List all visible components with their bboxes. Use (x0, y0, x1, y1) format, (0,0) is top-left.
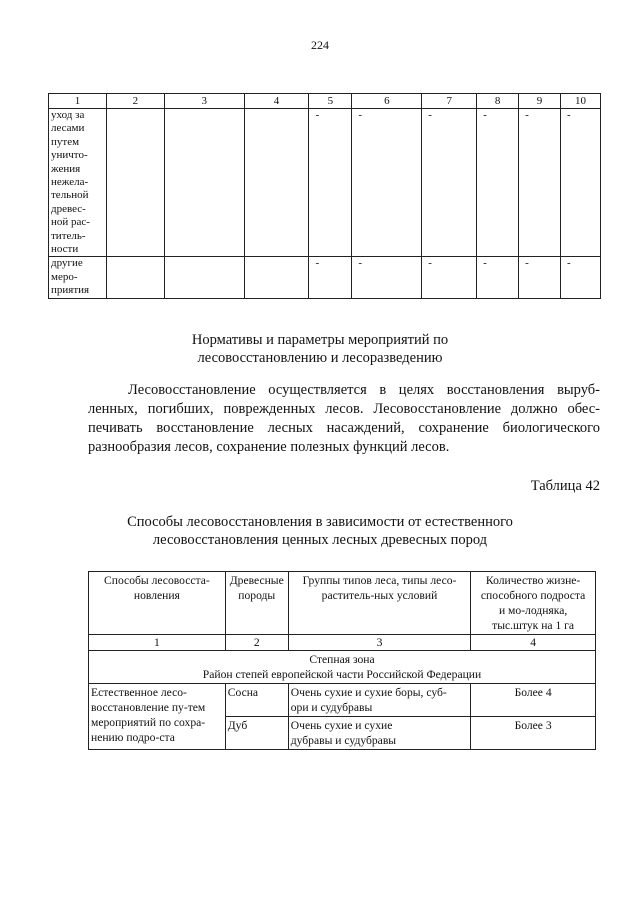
column-header: 4 (244, 94, 309, 109)
table-cell: - (352, 109, 422, 257)
table-cell (106, 109, 164, 257)
column-number: 2 (225, 635, 288, 651)
table-cell (244, 109, 309, 257)
quantity-cell: Более 3 (471, 717, 596, 750)
column-header: 6 (352, 94, 422, 109)
body-paragraph: Лесовосстановление осуществляется в целях восстановления выруб- ленных, погибших, поврежденных лесов. Лесовосстановление должно обес- печивать восстановление лесных насаждений, сохранение биологического разнообразия лесов, сохранение полезных функций лесов. (88, 382, 600, 455)
column-number: 4 (471, 635, 596, 651)
column-header: Количество жизне- способного подроста и мо-лодняка, тыс.штук на 1 га (471, 572, 596, 635)
table-cell: - (422, 257, 477, 298)
column-header: 5 (309, 94, 352, 109)
row-label-care: уход за лесами путем уничто- жения нежела- тельной древес- ной рас- титель- ности (49, 109, 107, 257)
table-row (49, 257, 601, 298)
table-cell: - (560, 257, 600, 298)
column-header: Способы лесовосста- новления (89, 572, 226, 635)
column-header: 8 (477, 94, 519, 109)
quantity-cell: Более 4 (471, 684, 596, 717)
column-header: 1 (49, 94, 107, 109)
row-label-other: другие меро- приятия (49, 257, 107, 298)
table-cell: - (422, 109, 477, 257)
zone-name: Степная зона (309, 653, 375, 666)
table-row (89, 684, 596, 717)
table-caption: Таблица 42 (530, 478, 600, 494)
method-cell: Естественное лесо- восстановление пу-тем мероприятий по сохра- нению подро-ста (89, 684, 226, 750)
column-header: Древесные породы (225, 572, 288, 635)
table-cell: - (352, 257, 422, 298)
column-header: 9 (519, 94, 561, 109)
column-header: 10 (560, 94, 600, 109)
table-cell: - (477, 257, 519, 298)
table-row (49, 109, 601, 257)
column-header: 3 (164, 94, 244, 109)
region-name: Район степей европейской части Российской Федерации (202, 668, 482, 681)
page-number: 224 (311, 38, 329, 52)
table-cell: - (560, 109, 600, 257)
section-heading: Нормативы и параметры мероприятий по лесовосстановлению и лесоразведению (191, 332, 449, 366)
activities-table (48, 93, 601, 299)
table-cell: - (477, 109, 519, 257)
table-cell: - (309, 257, 352, 298)
table-cell (164, 109, 244, 257)
table-cell: - (519, 257, 561, 298)
table-cell: - (309, 109, 352, 257)
column-header: Группы типов леса, типы лесо- раститель-ных условий (288, 572, 470, 635)
column-number: 3 (288, 635, 470, 651)
table-cell: - (519, 109, 561, 257)
table-header-row (49, 94, 601, 109)
table-title: Способы лесовосстановления в зависимости от естественного лесовосстановления ценных лесных древесных пород (127, 514, 513, 548)
forest-type-cell: Очень сухие и сухие боры, суб- ори и судубравы (288, 684, 470, 717)
species-cell: Сосна (225, 684, 288, 717)
forest-type-cell: Очень сухие и сухие дубравы и судубравы (288, 717, 470, 750)
table-header-row (89, 572, 596, 635)
column-header: 2 (106, 94, 164, 109)
table-cell (164, 257, 244, 298)
column-header: 7 (422, 94, 477, 109)
reforestation-methods-table (88, 571, 596, 750)
column-number: 1 (89, 635, 226, 651)
species-cell: Дуб (225, 717, 288, 750)
zone-cell (89, 651, 596, 684)
column-number-row (89, 635, 596, 651)
table-cell (244, 257, 309, 298)
table-cell (106, 257, 164, 298)
zone-row (89, 651, 596, 684)
